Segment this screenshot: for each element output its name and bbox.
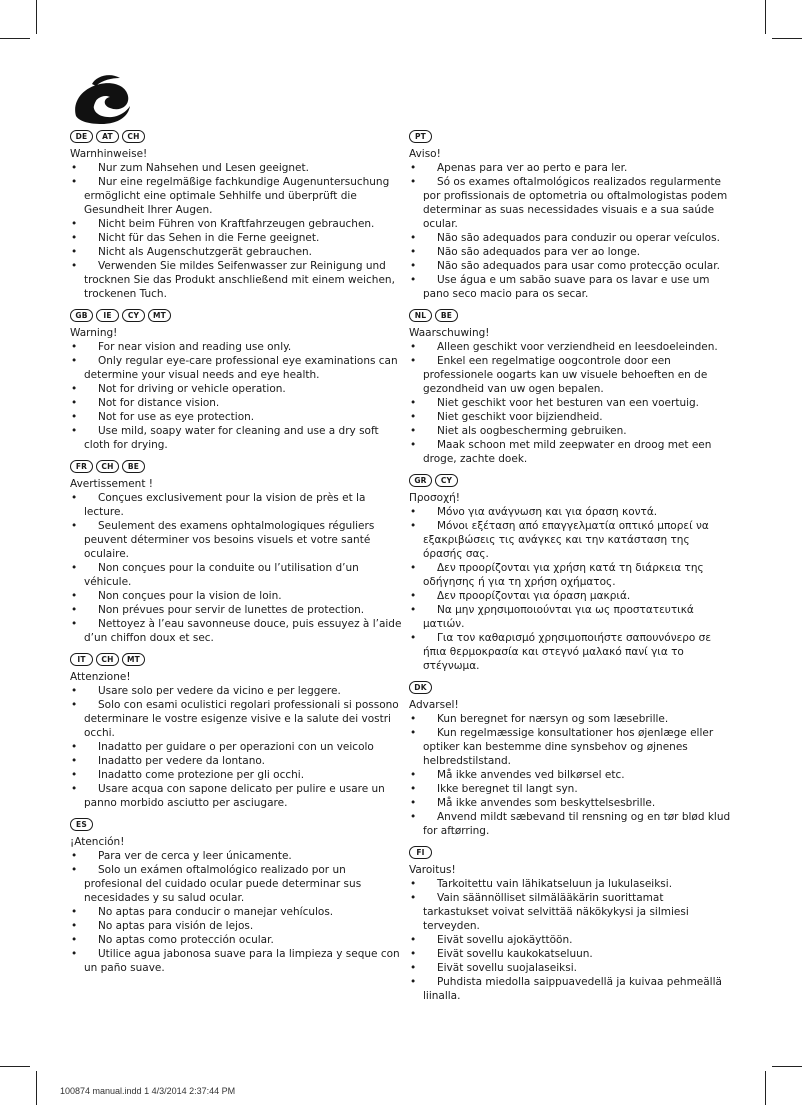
- warning-item: • Nur zum Nahsehen und Lesen geeignet.: [70, 161, 402, 175]
- warning-title: Varoitus!: [409, 864, 456, 876]
- warning-item: • Nur eine regelmäßige fachkundige Augenuntersuchung ermöglicht eine optimale Sehhilfe und überprüft die Gesundheit Ihrer Augen.: [70, 175, 402, 217]
- country-badge: MT: [122, 653, 145, 666]
- country-badge: CY: [122, 309, 145, 322]
- warning-item: • Δεν προορίζονται για χρήση κατά τη διάρκεια της οδήγησης ή για τη χρήση οχήματος.: [409, 561, 731, 589]
- warning-section: [409, 681, 731, 838]
- warning-item: • Eivät sovellu kaukokatseluun.: [409, 947, 731, 961]
- warning-section: [409, 474, 731, 673]
- country-badges: [70, 309, 402, 322]
- warning-title: ¡Atención!: [70, 836, 125, 848]
- warning-title: Προσοχή!: [409, 492, 460, 504]
- warning-item: • Maak schoon met mild zeepwater en droog met een droge, zachte doek.: [409, 438, 731, 466]
- country-badge: FR: [70, 460, 93, 473]
- country-badges: [409, 474, 731, 487]
- warning-item: • Verwenden Sie mildes Seifenwasser zur Reinigung und trocknen Sie das Produkt anschließend mit einem weichen, trockenen Tuch.: [70, 259, 402, 301]
- country-badge: MT: [148, 309, 171, 322]
- warning-item: • Niet geschikt voor het besturen van een voertuig.: [409, 396, 731, 410]
- warning-item: • Not for distance vision.: [70, 396, 402, 410]
- warning-item: • Solo con esami oculistici regolari professionali si possono determinare le vostre esigenze visive e la salute dei vostri occhi.: [70, 698, 402, 740]
- warning-list: [70, 161, 402, 301]
- warning-item: • Tarkoitettu vain lähikatseluun ja lukulaseiksi.: [409, 877, 731, 891]
- warning-item: • Nicht für das Sehen in die Ferne geeignet.: [70, 231, 402, 245]
- warning-list: [70, 849, 402, 975]
- warning-item: • Μόνοι εξέταση από επαγγελματία οπτικό μπορεί να εξακριβώσεις τις ανάγκες και την κατάσταση της όρασής σας.: [409, 519, 731, 561]
- warning-item: • Apenas para ver ao perto e para ler.: [409, 161, 731, 175]
- warning-item: • Ikke beregnet til langt syn.: [409, 782, 731, 796]
- country-badge: CY: [435, 474, 458, 487]
- country-badges: [70, 130, 402, 143]
- warning-title: Aviso!: [409, 148, 441, 160]
- warning-item: • No aptas como protección ocular.: [70, 933, 402, 947]
- warning-item: • Not for use as eye protection.: [70, 410, 402, 424]
- country-badge: CH: [96, 460, 119, 473]
- print-slug: 100874 manual.indd 1 4/3/2014 2:37:44 PM: [60, 1086, 236, 1096]
- warning-item: • For near vision and reading use only.: [70, 340, 402, 354]
- warning-item: • Nicht als Augenschutzgerät gebrauchen.: [70, 245, 402, 259]
- warning-item: • Alleen geschikt voor verziendheid en leesdoeleinden.: [409, 340, 731, 354]
- country-badges: [409, 309, 731, 322]
- warning-item: • Vain säännölliset silmälääkärin suorittamat tarkastukset voivat selvittää näkökykysi ja silmiesi terveyden.: [409, 891, 731, 933]
- warning-item: • Nettoyez à l’eau savonneuse douce, puis essuyez à l’aide d’un chiffon doux et sec.: [70, 617, 402, 645]
- warning-item: • No aptas para conducir o manejar vehículos.: [70, 905, 402, 919]
- warning-item: • Só os exames oftalmológicos realizados regularmente por profissionais de optometria ou oftalmologistas podem determinar as suas necessidades visuais e a sua saúde ocular.: [409, 175, 731, 231]
- country-badge: GR: [409, 474, 432, 487]
- crop-mark-bottom-left-h: [0, 1066, 30, 1067]
- crop-mark-bottom-left: [36, 1071, 37, 1105]
- country-badge: AT: [96, 130, 119, 143]
- left-column: [70, 130, 402, 983]
- warning-item: • Para ver de cerca y leer únicamente.: [70, 849, 402, 863]
- crop-mark-top-right-h: [772, 38, 802, 39]
- warning-section: [409, 309, 731, 466]
- country-badge: FI: [409, 846, 432, 859]
- warning-item: • Eivät sovellu ajokäyttöön.: [409, 933, 731, 947]
- warning-list: [409, 161, 731, 301]
- country-badge: CH: [96, 653, 119, 666]
- warning-item: • Inadatto come protezione per gli occhi.: [70, 768, 402, 782]
- warning-section: [70, 818, 402, 975]
- warning-title: Avertissement !: [70, 478, 154, 490]
- warning-item: • Non conçues pour la conduite ou l’utilisation d’un véhicule.: [70, 561, 402, 589]
- warning-item: • Enkel een regelmatige oogcontrole door een professionele oogarts kan uw visuele behoeften en de gezondheid van uw ogen bepalen.: [409, 354, 731, 396]
- warning-item: • Not for driving or vehicle operation.: [70, 382, 402, 396]
- warning-item: • Use mild, soapy water for cleaning and use a dry soft cloth for drying.: [70, 424, 402, 452]
- country-badges: [409, 846, 731, 859]
- warning-item: • Δεν προορίζονται για όραση μακριά.: [409, 589, 731, 603]
- warning-list: [409, 712, 731, 838]
- country-badges: [409, 681, 731, 694]
- warning-section: [70, 130, 402, 301]
- warning-item: • Não são adequados para conduzir ou operar veículos.: [409, 231, 731, 245]
- warning-section: [409, 846, 731, 1003]
- crop-mark-top-left-h: [0, 38, 30, 39]
- warning-item: • Não são adequados para usar como protecção ocular.: [409, 259, 731, 273]
- country-badge: PT: [409, 130, 432, 143]
- warning-list: [70, 340, 402, 452]
- warning-item: • Use água e um sabão suave para os lavar e use um pano seco macio para os secar.: [409, 273, 731, 301]
- warning-title: Attenzione!: [70, 671, 131, 683]
- warning-item: • Anvend mildt sæbevand til rensning og en tør blød klud for aftørring.: [409, 810, 731, 838]
- warning-item: • Μόνο για ανάγνωση και για όραση κοντά.: [409, 505, 731, 519]
- warning-item: • Niet als oogbescherming gebruiken.: [409, 424, 731, 438]
- warning-list: [409, 340, 731, 466]
- warning-title: Warnhinweise!: [70, 148, 148, 160]
- crop-mark-bottom-right: [765, 1071, 766, 1105]
- country-badge: NL: [409, 309, 432, 322]
- warning-item: • Usare solo per vedere da vicino e per leggere.: [70, 684, 402, 698]
- country-badges: [70, 818, 402, 831]
- warning-item: • No aptas para visión de lejos.: [70, 919, 402, 933]
- warning-list: [70, 684, 402, 810]
- warning-list: [409, 877, 731, 1003]
- warning-section: [70, 653, 402, 810]
- warning-item: • Conçues exclusivement pour la vision de près et la lecture.: [70, 491, 402, 519]
- country-badge: DE: [70, 130, 93, 143]
- warning-item: • Usare acqua con sapone delicato per pulire e usare un panno morbido asciutto per asciugare.: [70, 782, 402, 810]
- warning-item: • Må ikke anvendes ved bilkørsel etc.: [409, 768, 731, 782]
- warning-item: • Seulement des examens ophtalmologiques réguliers peuvent déterminer vos besoins visuels et votre santé oculaire.: [70, 519, 402, 561]
- country-badge: BE: [122, 460, 145, 473]
- warning-item: • Eivät sovellu suojalaseiksi.: [409, 961, 731, 975]
- warning-item: • Não são adequados para ver ao longe.: [409, 245, 731, 259]
- warning-item: • Να μην χρησιμοποιούνται για ως προστατευτικά ματιών.: [409, 603, 731, 631]
- country-badge: BE: [435, 309, 458, 322]
- warning-item: • Non conçues pour la vision de loin.: [70, 589, 402, 603]
- warning-section: [70, 309, 402, 452]
- country-badge: ES: [70, 818, 93, 831]
- crop-mark-bottom-right-h: [772, 1066, 802, 1067]
- warning-item: • Inadatto per vedere da lontano.: [70, 754, 402, 768]
- warning-item: • Må ikke anvendes som beskyttelsesbrille.: [409, 796, 731, 810]
- country-badges: [70, 653, 402, 666]
- warning-item: • Only regular eye-care professional eye examinations can determine your visual needs and eye health.: [70, 354, 402, 382]
- warning-title: Warning!: [70, 327, 118, 339]
- country-badge: IE: [96, 309, 119, 322]
- warning-item: • Niet geschikt voor bijziendheid.: [409, 410, 731, 424]
- warning-list: [409, 505, 731, 673]
- warning-item: • Kun beregnet for nærsyn og som læsebrille.: [409, 712, 731, 726]
- country-badges: [70, 460, 402, 473]
- country-badge: IT: [70, 653, 93, 666]
- crop-mark-top-right: [765, 0, 766, 34]
- crop-mark-top-left: [36, 0, 37, 34]
- right-column: [409, 130, 731, 1011]
- country-badge: GB: [70, 309, 93, 322]
- warning-section: [70, 460, 402, 645]
- country-badge: CH: [122, 130, 145, 143]
- warning-list: [70, 491, 402, 645]
- warning-item: • Non prévues pour servir de lunettes de protection.: [70, 603, 402, 617]
- warning-item: • Utilice agua jabonosa suave para la limpieza y seque con un paño suave.: [70, 947, 402, 975]
- warning-item: • Puhdista miedolla saippuavedellä ja kuivaa pehmeällä liinalla.: [409, 975, 731, 1003]
- warning-item: • Για τον καθαρισμό χρησιμοποιήστε σαπουνόνερο σε ήπια θερμοκρασία και στεγνό μαλακό πανί για το στέγνωμα.: [409, 631, 731, 673]
- warning-item: • Nicht beim Führen von Kraftfahrzeugen gebrauchen.: [70, 217, 402, 231]
- logo-mark-icon: [70, 72, 134, 126]
- warning-title: Advarsel!: [409, 699, 459, 711]
- country-badge: DK: [409, 681, 432, 694]
- warning-item: • Inadatto per guidare o per operazioni con un veicolo: [70, 740, 402, 754]
- country-badges: [409, 130, 731, 143]
- warning-title: Waarschuwing!: [409, 327, 490, 339]
- warning-item: • Solo un exámen oftalmológico realizado por un profesional del cuidado ocular puede determinar sus necesidades y su salud ocular.: [70, 863, 402, 905]
- warning-item: • Kun regelmæssige konsultationer hos øjenlæge eller optiker kan bestemme dine synsbehov og øjnenes helbredstilstand.: [409, 726, 731, 768]
- warning-section: [409, 130, 731, 301]
